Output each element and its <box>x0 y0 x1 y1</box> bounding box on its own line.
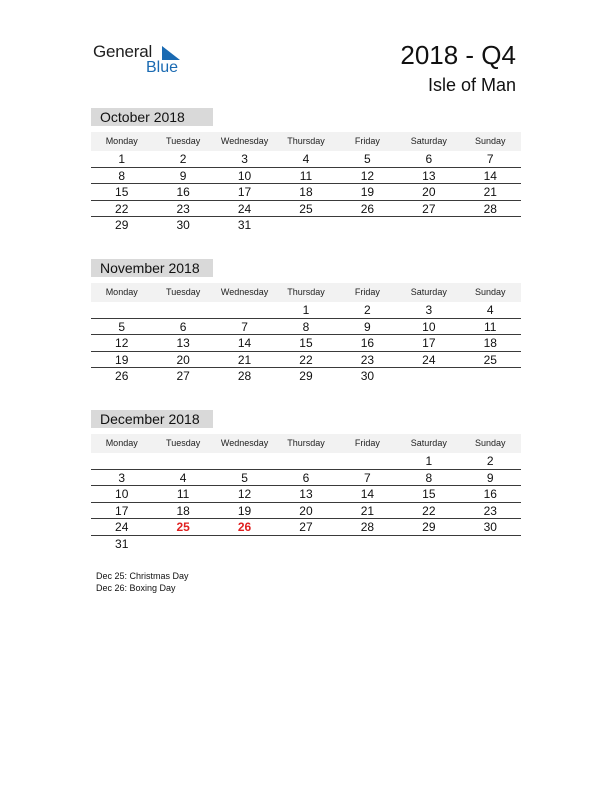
day-cell: 12 <box>115 336 129 350</box>
day-cell: 26 <box>360 201 375 216</box>
day-cell: 20 <box>176 352 190 367</box>
day-cell: 17 <box>422 336 436 350</box>
day-cell: 16 <box>483 487 497 501</box>
day-cell: 8 <box>302 319 310 334</box>
day-cell: 7 <box>486 152 494 166</box>
month-december <box>91 410 521 552</box>
day-cell <box>214 453 275 469</box>
day-cell: 9 <box>486 470 494 485</box>
day-cell: 5 <box>118 319 126 334</box>
day-cell: 5 <box>241 470 248 485</box>
day-cell: 2 <box>364 303 371 317</box>
day-cell: 21 <box>237 352 252 367</box>
day-cell: 10 <box>115 487 129 501</box>
holiday-note: Dec 25: Christmas Day <box>96 571 189 581</box>
day-cell: 9 <box>364 319 371 334</box>
day-cell <box>214 302 275 318</box>
day-cell: 17 <box>237 185 252 199</box>
day-cell: 1 <box>302 303 310 317</box>
day-cell: 6 <box>302 470 310 485</box>
day-cell: 15 <box>299 336 313 350</box>
day-cell: 23 <box>360 352 375 367</box>
week-row <box>91 201 521 218</box>
month-label: December 2018 <box>91 410 213 428</box>
page-title: 2018 - Q4 <box>400 40 516 70</box>
day-cell <box>337 453 398 469</box>
weekday-header: Saturday <box>410 136 447 146</box>
day-cell: 26 <box>115 369 129 383</box>
weekday-header: Monday <box>105 136 138 146</box>
weekday-header: Sunday <box>474 136 506 146</box>
weekday-header: Tuesday <box>166 136 201 146</box>
week-row <box>91 486 521 503</box>
day-cell: 29 <box>115 218 129 232</box>
weekday-header: Saturday <box>410 287 447 297</box>
day-cell: 4 <box>486 303 494 317</box>
week-row <box>91 217 521 234</box>
day-cell: 14 <box>360 487 375 501</box>
weekday-header: Thursday <box>287 438 325 448</box>
day-cell <box>460 368 521 385</box>
day-cell: 19 <box>115 352 129 367</box>
day-cell: 22 <box>115 201 129 216</box>
week-row <box>91 503 521 520</box>
day-cell: 12 <box>237 487 252 501</box>
day-cell <box>152 536 213 553</box>
day-cell: 14 <box>237 336 252 350</box>
day-cell: 3 <box>241 152 248 166</box>
day-cell: 10 <box>422 319 436 334</box>
day-cell: 21 <box>483 185 497 199</box>
weekday-header: Monday <box>105 287 138 297</box>
day-cell: 15 <box>115 185 129 199</box>
day-cell: 9 <box>179 168 187 183</box>
day-cell <box>91 302 152 318</box>
day-cell: 18 <box>483 336 497 350</box>
day-cell: 27 <box>422 201 436 216</box>
day-cell <box>214 536 275 553</box>
logo-blue-text: Blue <box>146 59 179 76</box>
day-cell: 31 <box>237 218 252 232</box>
day-cell <box>398 368 459 385</box>
day-cell: 28 <box>483 201 497 216</box>
holiday-day-cell: 26 <box>237 520 252 534</box>
day-cell: 3 <box>118 470 126 485</box>
day-cell: 7 <box>241 319 248 334</box>
day-cell <box>275 217 336 234</box>
day-cell: 16 <box>176 185 190 199</box>
day-cell: 8 <box>425 470 433 485</box>
weekday-header: Wednesday <box>220 136 269 146</box>
day-cell: 15 <box>422 487 436 501</box>
week-row <box>91 352 521 369</box>
month-label: November 2018 <box>91 259 213 277</box>
day-cell: 11 <box>176 487 190 501</box>
day-cell: 19 <box>237 503 252 518</box>
day-cell: 2 <box>486 454 494 468</box>
day-cell: 13 <box>176 336 190 350</box>
logo-general-text: General <box>93 42 153 61</box>
day-cell: 23 <box>176 201 190 216</box>
day-cell: 25 <box>483 352 497 367</box>
weekday-header: Friday <box>354 438 380 448</box>
day-cell: 14 <box>483 168 497 183</box>
day-cell <box>460 217 521 234</box>
day-cell: 18 <box>176 503 190 518</box>
day-cell: 13 <box>299 487 313 501</box>
day-cell: 6 <box>425 152 433 166</box>
day-cell: 5 <box>364 152 371 166</box>
day-cell: 11 <box>484 319 497 334</box>
day-cell: 22 <box>299 352 313 367</box>
week-row <box>91 519 521 536</box>
day-cell: 24 <box>115 520 129 534</box>
day-cell <box>91 453 152 469</box>
week-row <box>91 151 521 168</box>
day-cell: 17 <box>115 503 129 518</box>
day-cell <box>152 302 213 318</box>
day-cell <box>398 536 459 553</box>
weekday-header: Sunday <box>474 438 506 448</box>
weekday-header: Tuesday <box>166 287 201 297</box>
day-cell <box>460 536 521 553</box>
day-cell: 7 <box>364 470 371 485</box>
day-cell <box>275 536 336 553</box>
day-cell <box>152 453 213 469</box>
day-cell: 25 <box>299 201 313 216</box>
day-cell <box>337 217 398 234</box>
day-cell: 4 <box>302 152 310 166</box>
day-cell: 28 <box>237 369 252 383</box>
day-cell: 31 <box>115 536 129 551</box>
logo <box>93 40 193 80</box>
month-october <box>91 108 521 234</box>
weekday-header: Wednesday <box>220 287 269 297</box>
weekday-header-row <box>91 132 521 151</box>
day-cell: 12 <box>360 168 375 183</box>
day-cell: 19 <box>360 185 375 199</box>
day-cell: 30 <box>176 218 190 232</box>
day-cell: 22 <box>422 503 436 518</box>
day-cell: 27 <box>176 369 190 383</box>
weekday-header: Thursday <box>287 136 325 146</box>
week-row <box>91 453 521 470</box>
weekday-header: Friday <box>354 287 380 297</box>
weekday-header-row <box>91 434 521 453</box>
day-cell: 1 <box>118 152 126 166</box>
holiday-day-cell: 25 <box>176 520 190 534</box>
day-cell: 13 <box>422 168 436 183</box>
weekday-header: Monday <box>105 438 138 448</box>
day-cell: 20 <box>299 503 313 518</box>
day-cell: 4 <box>179 470 187 485</box>
day-cell <box>275 453 336 469</box>
day-cell: 27 <box>299 520 313 534</box>
day-cell: 16 <box>360 336 375 350</box>
day-cell <box>337 536 398 553</box>
weekday-header: Thursday <box>287 287 325 297</box>
day-cell: 3 <box>425 303 433 317</box>
week-row <box>91 368 521 385</box>
week-row <box>91 168 521 185</box>
region-subtitle: Isle of Man <box>427 75 516 95</box>
day-cell: 24 <box>237 201 252 216</box>
weekday-header: Wednesday <box>220 438 269 448</box>
week-row <box>91 335 521 352</box>
day-cell: 18 <box>299 185 313 199</box>
weekday-header: Saturday <box>410 438 447 448</box>
week-row <box>91 319 521 336</box>
day-cell: 8 <box>118 168 126 183</box>
day-cell: 11 <box>299 168 313 183</box>
week-row <box>91 470 521 487</box>
week-row <box>91 302 521 319</box>
weekday-header: Tuesday <box>166 438 201 448</box>
day-cell: 24 <box>422 352 436 367</box>
holiday-notes <box>96 570 189 594</box>
day-cell <box>398 217 459 234</box>
day-cell: 10 <box>237 168 252 183</box>
weekday-header-row <box>91 283 521 302</box>
weekday-header: Sunday <box>474 287 506 297</box>
month-november <box>91 259 521 385</box>
day-cell: 28 <box>360 520 375 534</box>
week-row <box>91 184 521 201</box>
day-cell: 1 <box>425 454 433 468</box>
day-cell: 29 <box>422 520 436 534</box>
day-cell: 20 <box>422 185 436 199</box>
holiday-note: Dec 26: Boxing Day <box>96 583 176 593</box>
week-row <box>91 536 521 553</box>
day-cell: 23 <box>483 503 497 518</box>
day-cell: 6 <box>179 319 187 334</box>
day-cell: 21 <box>360 503 375 518</box>
day-cell: 30 <box>483 520 497 534</box>
day-cell: 2 <box>179 152 187 166</box>
day-cell: 29 <box>299 369 313 383</box>
month-label: October 2018 <box>91 108 213 126</box>
day-cell: 30 <box>360 369 375 383</box>
weekday-header: Friday <box>354 136 380 146</box>
